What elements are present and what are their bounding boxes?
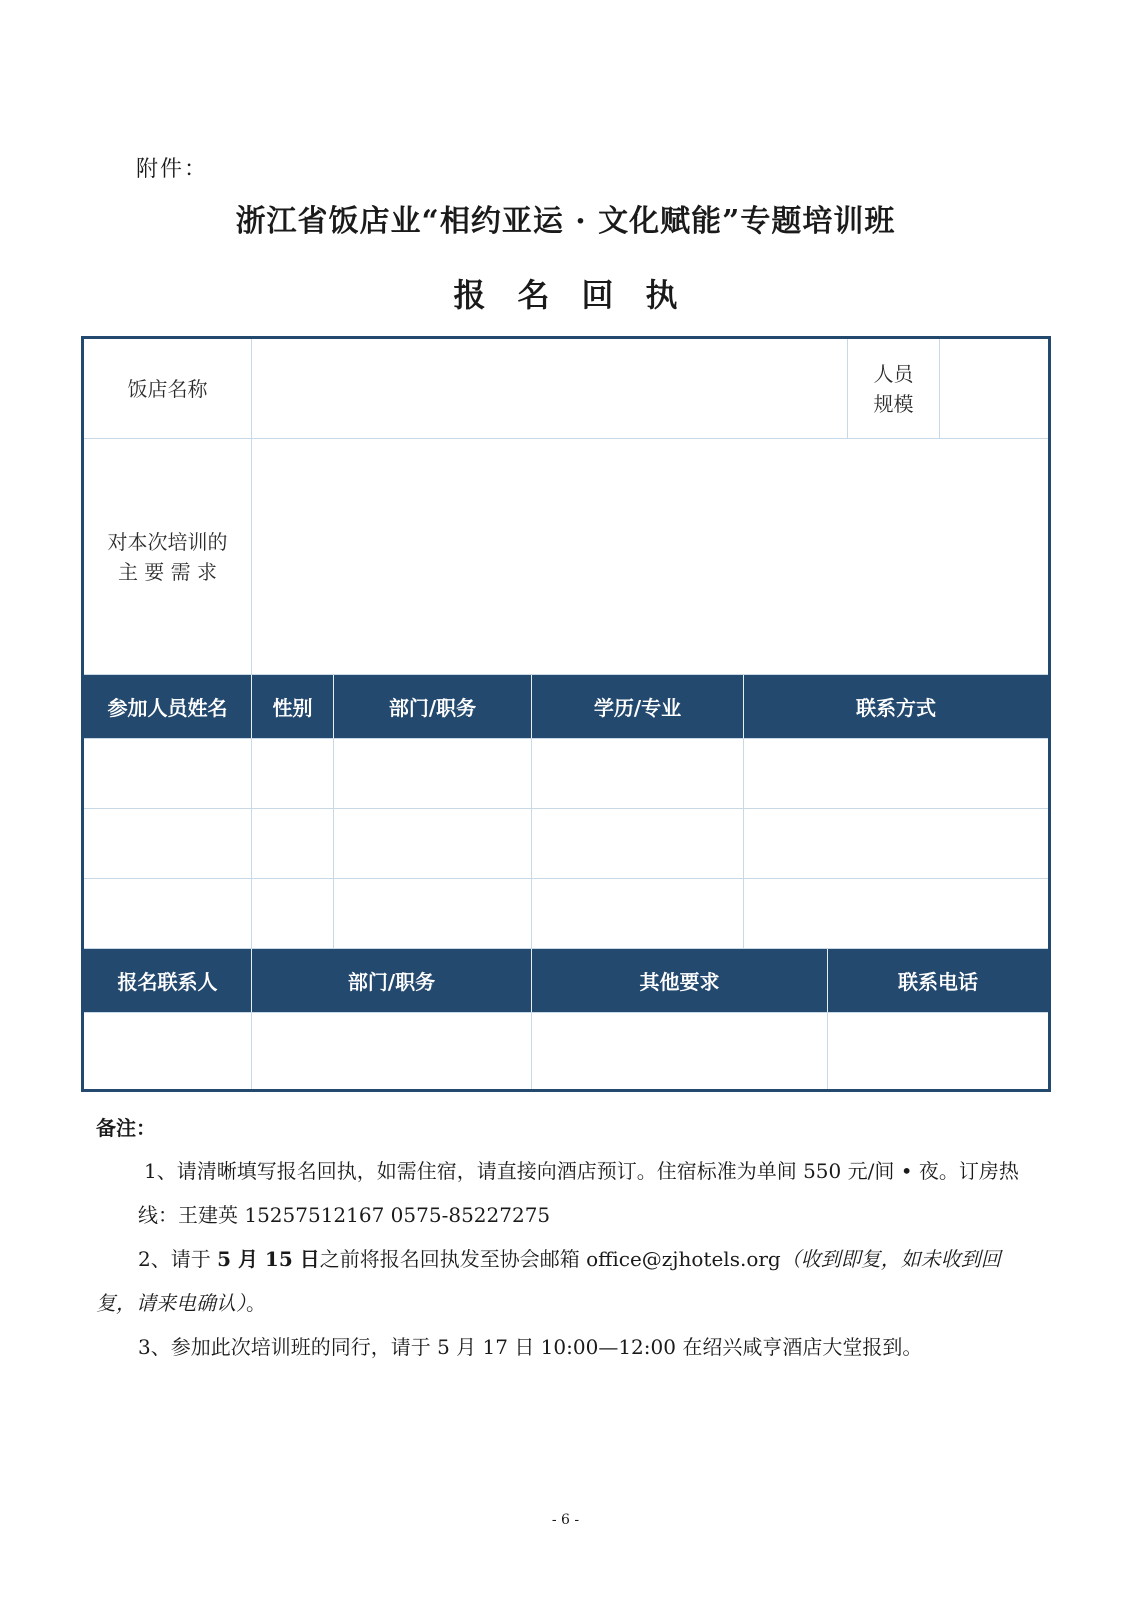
- registration-form-table: [81, 336, 1051, 1092]
- header-registration-contact: 报名联系人: [84, 949, 252, 1013]
- note-item-2-line-1: [138, 1244, 1001, 1274]
- contact-phone-cell[interactable]: [828, 1013, 1048, 1089]
- contact-department-cell[interactable]: [252, 1013, 532, 1089]
- participant-name-cell[interactable]: [84, 809, 252, 879]
- staff-size-label: [848, 339, 940, 439]
- participant-name-cell[interactable]: [84, 879, 252, 949]
- note-item-2-end: 。: [246, 1291, 266, 1315]
- staff-size-label-line2: 规模: [873, 391, 914, 416]
- training-needs-label: [84, 439, 252, 675]
- training-needs-label-line1: 对本次培训的: [107, 529, 228, 554]
- document-subtitle: 报名回执: [453, 276, 710, 314]
- contact-name-cell[interactable]: [84, 1013, 252, 1089]
- participant-gender-cell[interactable]: [252, 879, 334, 949]
- staff-size-label-line1: 人员: [873, 361, 914, 386]
- participant-name-cell[interactable]: [84, 739, 252, 809]
- participant-contact-cell[interactable]: [744, 739, 1048, 809]
- note-item-2-italic-cont: 复，请来电确认）: [96, 1291, 246, 1315]
- note-item-2-prefix: 2、请于: [138, 1247, 218, 1271]
- note-item-2-email[interactable]: 之前将报名回执发至协会邮箱 office@zjhotels.org: [319, 1247, 781, 1271]
- page-number: - 6 -: [551, 1512, 580, 1528]
- participant-department-cell[interactable]: [334, 879, 532, 949]
- participant-gender-cell[interactable]: [252, 739, 334, 809]
- attachment-label: 附件：: [136, 157, 209, 182]
- header-education-major: 学历/专业: [532, 675, 744, 739]
- header-contact-method: 联系方式: [744, 675, 1048, 739]
- note-item-2-italic: （收到即复，如未收到回: [780, 1247, 1001, 1271]
- header-other-requirements: 其他要求: [532, 949, 828, 1013]
- participant-gender-cell[interactable]: [252, 809, 334, 879]
- header-contact-phone: 联系电话: [828, 949, 1048, 1013]
- participant-education-cell[interactable]: [532, 739, 744, 809]
- participant-contact-cell[interactable]: [744, 879, 1048, 949]
- notes-heading: 备注：: [96, 1116, 156, 1140]
- note-item-1-line-2: 线：王建英 15257512167 0575-85227275: [138, 1203, 551, 1227]
- participant-department-cell[interactable]: [334, 809, 532, 879]
- header-gender: 性别: [252, 675, 334, 739]
- hotel-name-label: [84, 339, 252, 439]
- staff-size-field[interactable]: [940, 339, 1048, 439]
- note-item-2-line-2: [96, 1288, 266, 1318]
- training-needs-label-line2: 主 要 需 求: [117, 559, 218, 584]
- hotel-name-field[interactable]: [252, 339, 848, 439]
- participant-contact-cell[interactable]: [744, 809, 1048, 879]
- participant-education-cell[interactable]: [532, 879, 744, 949]
- participant-education-cell[interactable]: [532, 809, 744, 879]
- document-title: 浙江省饭店业“相约亚运 · 文化赋能”专题培训班: [235, 204, 896, 239]
- participant-department-cell[interactable]: [334, 739, 532, 809]
- note-item-2-date: 5 月 15 日: [217, 1247, 320, 1271]
- header-contact-department: 部门/职务: [252, 949, 532, 1013]
- note-item-1-line-1: 1、请清晰填写报名回执，如需住宿，请直接向酒店预订。住宿标准为单间 550 元/间 • 夜。订房热: [144, 1159, 1019, 1183]
- training-needs-field[interactable]: [252, 439, 1048, 675]
- header-participant-name: 参加人员姓名: [84, 675, 252, 739]
- header-department-position: 部门/职务: [334, 675, 532, 739]
- note-item-3: 3、参加此次培训班的同行，请于 5 月 17 日 10:00—12:00 在绍兴咸亨酒店大堂报到。: [138, 1335, 923, 1359]
- contact-other-requirements-cell[interactable]: [532, 1013, 828, 1089]
- hotel-name-label-text: 饭店名称: [127, 376, 208, 401]
